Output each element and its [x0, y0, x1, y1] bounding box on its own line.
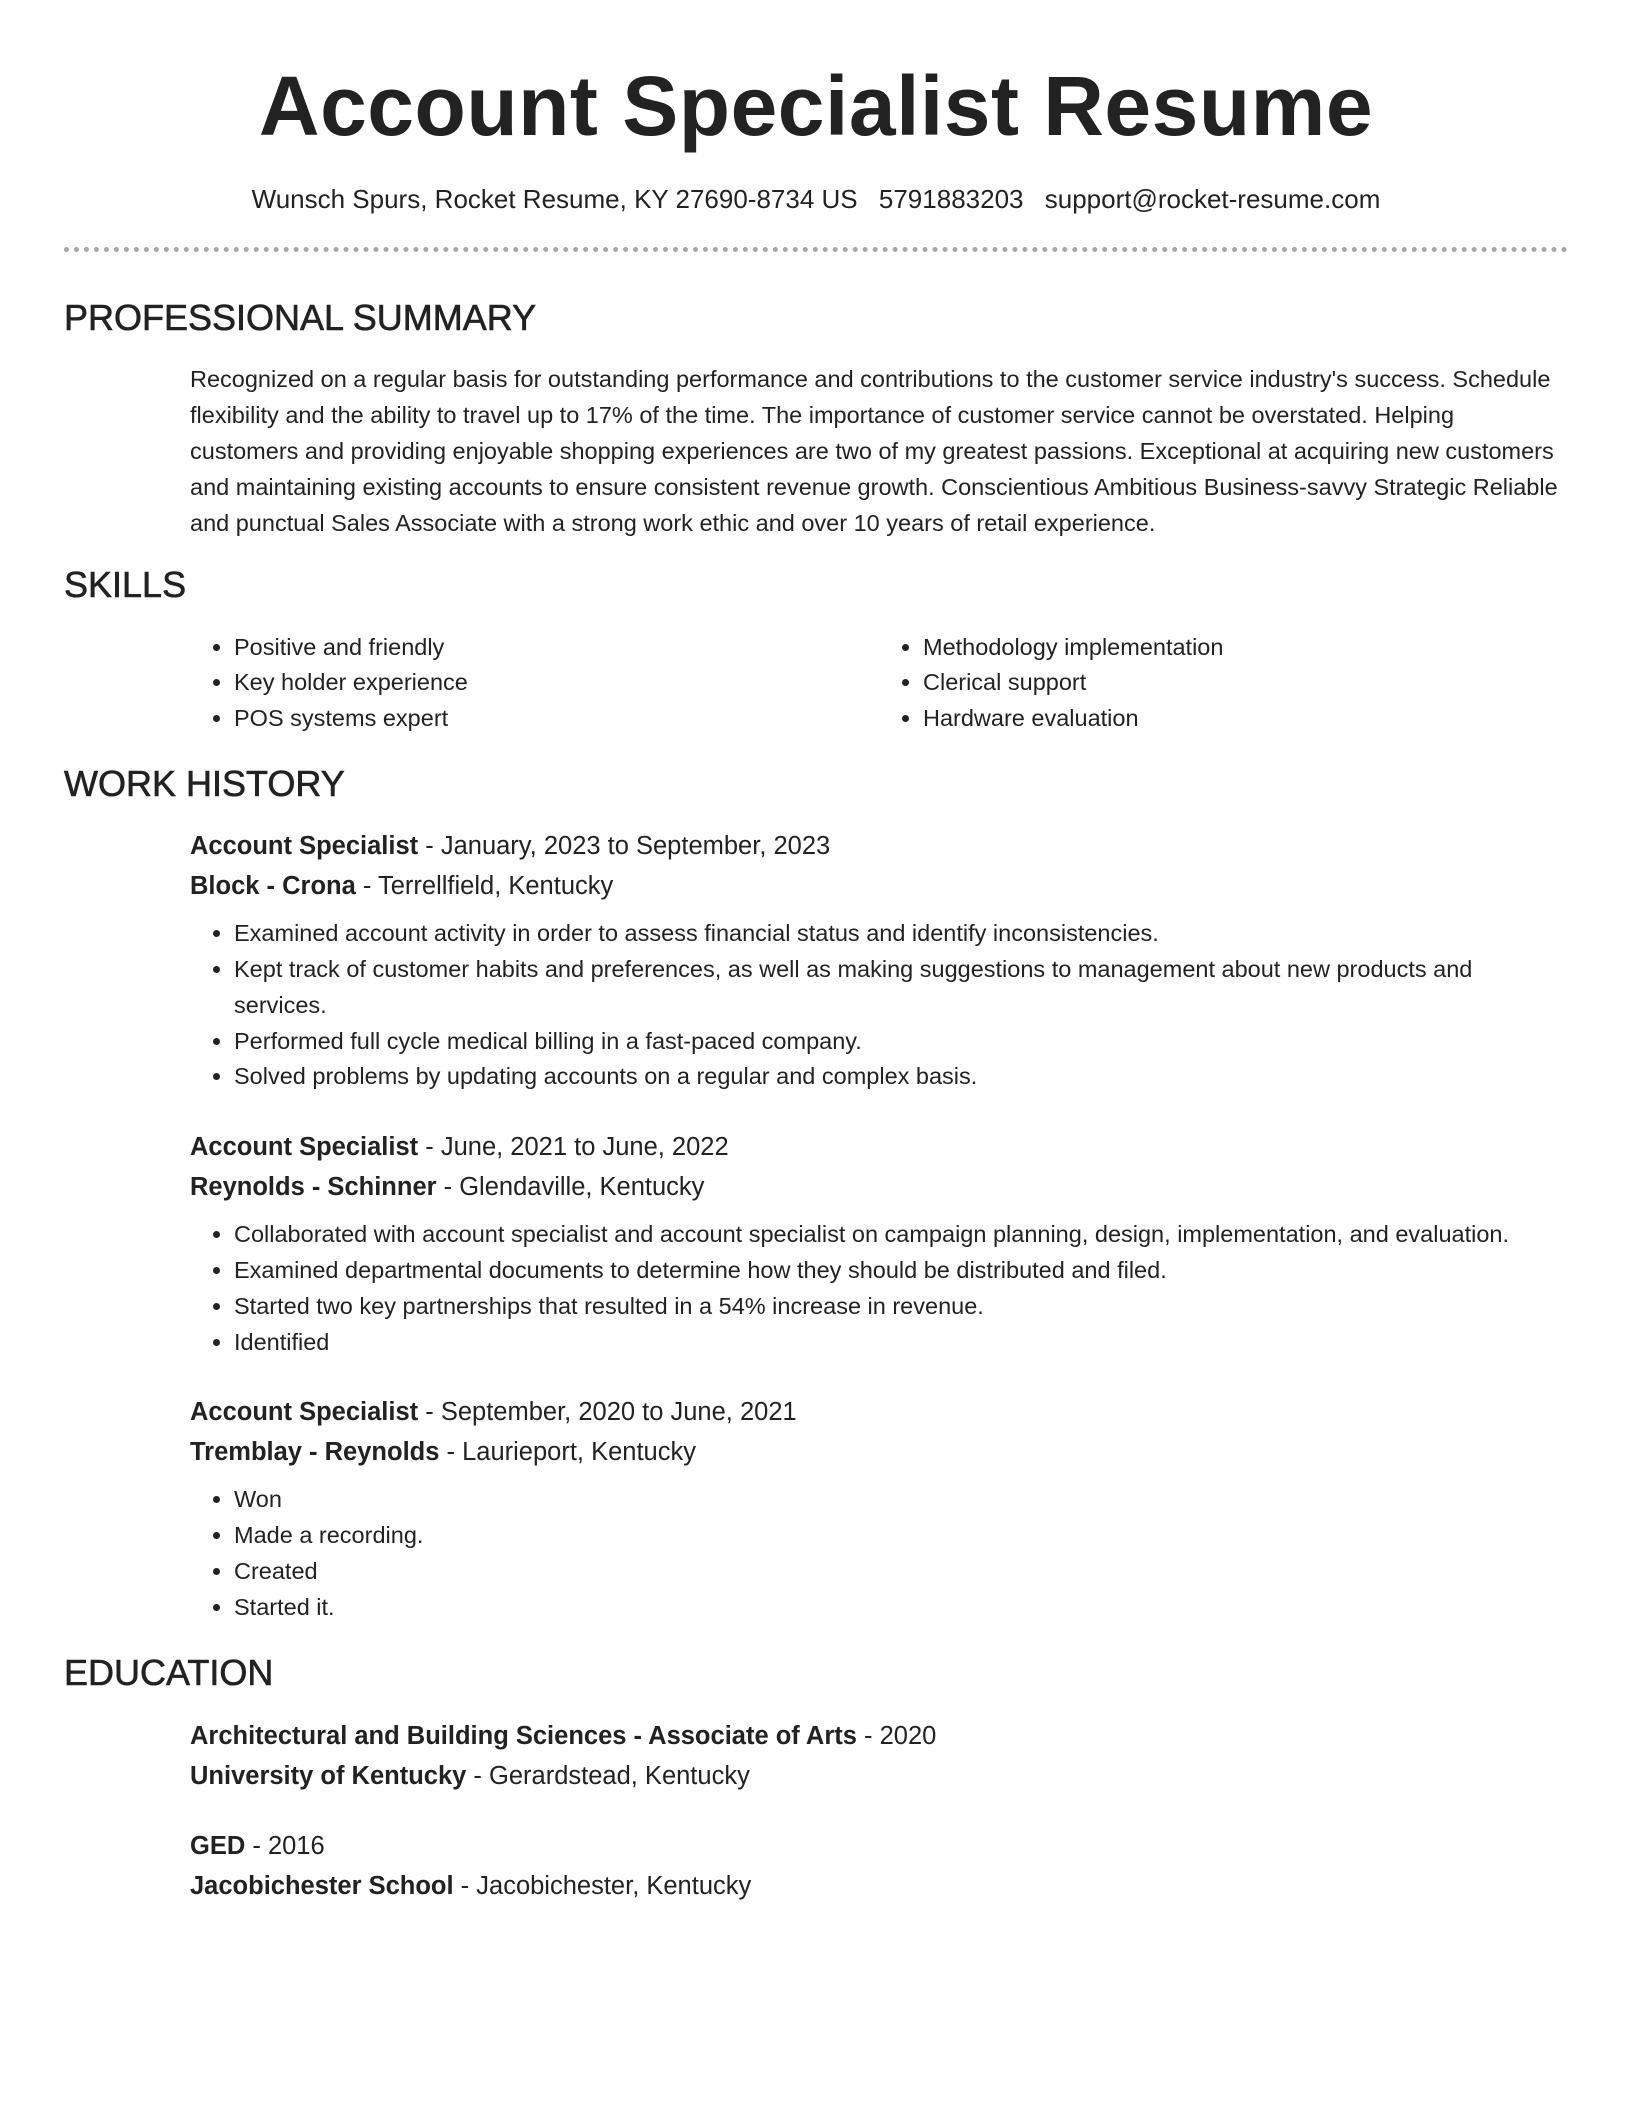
job-company-line	[190, 1432, 1568, 1472]
job-bullet: • Made a recording.	[234, 1518, 1568, 1554]
job-entry	[190, 1127, 1568, 1360]
separator: -	[418, 1133, 441, 1162]
job-bullet: • Started it.	[234, 1590, 1568, 1626]
job-title-line	[190, 1392, 1568, 1432]
school-location: Gerardstead, Kentucky	[489, 1761, 750, 1790]
skills-list-left	[190, 630, 879, 737]
job-bullet: • Identified	[234, 1325, 1568, 1361]
job-bullet: • Started two key partnerships that resulted in a 54% increase in revenue.	[234, 1289, 1568, 1325]
degree-year: 2016	[267, 1831, 325, 1860]
job-title: Account Specialist	[190, 1133, 419, 1162]
separator: -	[439, 1438, 463, 1467]
education-entry	[190, 1716, 1568, 1796]
job-bullet: • Created	[234, 1554, 1568, 1590]
separator: -	[466, 1761, 490, 1790]
job-location: Terrellfield, Kentucky	[377, 872, 614, 901]
job-company-line	[190, 1167, 1568, 1207]
work-heading: WORK HISTORY	[64, 762, 345, 804]
job-dates: January, 2023 to September, 2023	[440, 832, 831, 861]
separator: -	[418, 832, 441, 861]
job-bullet: • Won	[234, 1482, 1568, 1518]
job-bullets	[190, 916, 1568, 1095]
skill-item: • POS systems expert	[234, 701, 879, 737]
degree-name: Architectural and Building Sciences - Associate of Arts	[190, 1721, 857, 1750]
job-bullet: • Collaborated with account specialist and account specialist on campaign planning, design, implementation, and evaluation.	[234, 1217, 1568, 1253]
separator: -	[856, 1721, 880, 1750]
skill-item: • Positive and friendly	[234, 630, 879, 666]
degree-line	[190, 1716, 1568, 1756]
degree-line	[190, 1826, 1568, 1866]
separator: -	[418, 1398, 441, 1427]
school-name: University of Kentucky	[190, 1761, 467, 1790]
job-bullet: • Kept track of customer habits and preferences, as well as making suggestions to management about new products and services.	[234, 952, 1568, 1024]
job-company: Reynolds - Schinner	[190, 1173, 437, 1202]
resume-title: Account Specialist Resume	[258, 59, 1374, 153]
school-location: Jacobichester, Kentucky	[476, 1871, 752, 1900]
separator: -	[436, 1173, 460, 1202]
contact-line	[64, 184, 1568, 215]
job-company-line	[190, 866, 1568, 906]
job-bullets	[190, 1217, 1568, 1360]
separator: -	[245, 1831, 268, 1860]
education-heading: EDUCATION	[64, 1652, 274, 1694]
job-dates: September, 2020 to June, 2021	[440, 1398, 797, 1427]
job-location: Laurieport, Kentucky	[462, 1438, 696, 1467]
contact-phone: 5791883203	[878, 184, 1024, 214]
contact-email: support@rocket-resume.com	[1044, 184, 1381, 214]
education-entry	[190, 1826, 1568, 1906]
skills-section	[190, 630, 1568, 737]
skill-item: • Methodology implementation	[923, 630, 1568, 666]
job-title-line	[190, 1127, 1568, 1167]
job-title-line	[190, 826, 1568, 866]
summary-heading: PROFESSIONAL SUMMARY	[64, 297, 537, 339]
separator: -	[453, 1871, 477, 1900]
header-divider	[64, 247, 1568, 252]
job-bullet: • Solved problems by updating accounts on a regular and complex basis.	[234, 1059, 1568, 1095]
job-entry	[190, 826, 1568, 1095]
job-dates: June, 2021 to June, 2022	[440, 1133, 729, 1162]
school-name: Jacobichester School	[190, 1871, 454, 1900]
degree-year: 2020	[879, 1721, 937, 1750]
job-company: Block - Crona	[190, 872, 356, 901]
job-entry	[190, 1392, 1568, 1625]
skills-heading: SKILLS	[64, 564, 187, 606]
contact-address: Wunsch Spurs, Rocket Resume, KY 27690-8734 US	[251, 184, 858, 214]
job-location: Glendaville, Kentucky	[459, 1173, 705, 1202]
school-line	[190, 1866, 1568, 1906]
skill-item: • Hardware evaluation	[923, 701, 1568, 737]
job-bullets	[190, 1482, 1568, 1625]
job-title: Account Specialist	[190, 1398, 419, 1427]
summary-section	[190, 362, 1568, 541]
job-company: Tremblay - Reynolds	[190, 1438, 440, 1467]
summary-text: Recognized on a regular basis for outstanding performance and contributions to the customer service industry's success. Schedule flexibility and the ability to travel up to 17% of the time. The importance of customer service cannot be overstated. Helping customers and providing enjoyable shopping experiences are two of my greatest passions. Exceptional at acquiring new customers and maintaining existing accounts to ensure consistent revenue growth. Conscientious Ambitious Business-savvy Strategic Reliable and punctual Sales Associate with a strong work ethic and over 10 years of retail experience.	[190, 366, 1558, 536]
degree-name: GED	[190, 1831, 246, 1860]
separator: -	[355, 872, 378, 901]
skill-item: • Key holder experience	[234, 665, 879, 701]
job-title: Account Specialist	[190, 832, 419, 861]
job-bullet: • Examined account activity in order to assess financial status and identify inconsistencies.	[234, 916, 1568, 952]
skill-item: • Clerical support	[923, 665, 1568, 701]
job-bullet: • Examined departmental documents to determine how they should be distributed and filed.	[234, 1253, 1568, 1289]
skills-list-right	[879, 630, 1568, 737]
school-line	[190, 1756, 1568, 1796]
job-bullet: • Performed full cycle medical billing in a fast-paced company.	[234, 1024, 1568, 1060]
